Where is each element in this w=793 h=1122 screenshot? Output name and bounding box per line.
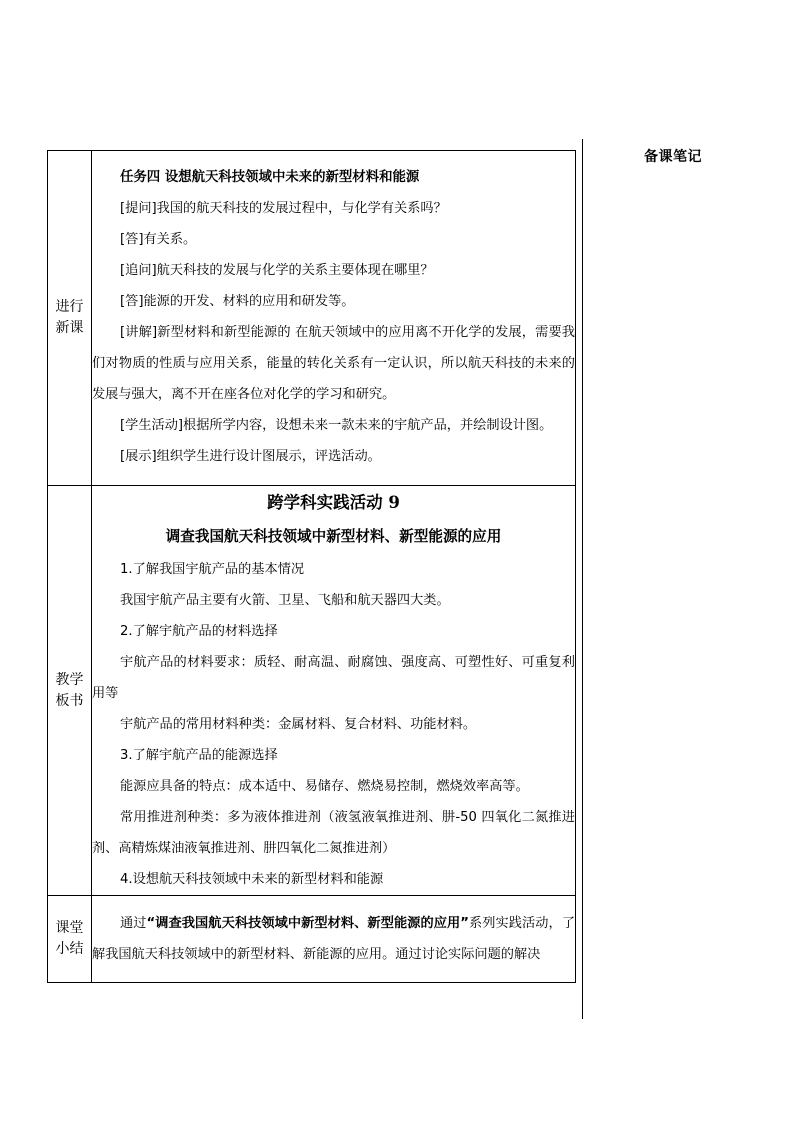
paragraph: [展示]组织学生进行设计图展示，评选活动。 bbox=[120, 448, 381, 464]
paragraph: 常用推进剂种类：多为液体推进剂（液氢液氧推进剂、肼-50 四氧化二氮推进剂、高精炼煤油液氧推进剂、肼四氧化二氮推进剂） bbox=[92, 810, 575, 856]
paragraph: 宇航产品的常用材料种类：金属材料、复合材料、功能材料。 bbox=[120, 717, 477, 732]
paragraph: [答]有关系。 bbox=[120, 231, 197, 247]
paragraph: 1.了解我国宇航产品的基本情况 bbox=[120, 562, 305, 577]
row-label-new-lesson: 进行 新课 bbox=[48, 151, 92, 486]
task-heading: 任务四 设想航天科技领域中未来的新型材料和能源 bbox=[120, 169, 420, 185]
paragraph: [学生活动]根据所学内容，设想未来一款未来的宇航产品，并绘制设计图。 bbox=[120, 417, 553, 433]
paragraph: 我国宇航产品主要有火箭、卫星、飞船和航天器四大类。 bbox=[120, 593, 450, 608]
lesson-notes-title: 备课笔记 bbox=[644, 149, 702, 165]
row-label-summary: 课堂 小结 bbox=[48, 896, 92, 983]
row-label-board: 教学 板书 bbox=[48, 486, 92, 896]
activity-subtitle: 调查我国航天科技领域中新型材料、新型能源的应用 bbox=[165, 528, 502, 545]
new-lesson-content bbox=[92, 151, 576, 486]
paragraph: [讲解]新型材料和新型能源的 在航天领域中的应用离不开化学的发展，需要我们对物质的性质与应用关系，能量的转化关系有一定认识，所以航天科技的未来的发展与强大，离不开在座各位对化学的学习和研究。 bbox=[92, 324, 575, 402]
summary-content bbox=[92, 896, 576, 983]
paragraph: [提问]我国的航天科技的发展过程中，与化学有关系吗？ bbox=[120, 200, 447, 216]
paragraph: 4.设想航天科技领域中未来的新型材料和能源 bbox=[120, 872, 384, 887]
table-row-summary bbox=[48, 896, 576, 983]
paragraph: 3.了解宇航产品的能源选择 bbox=[120, 748, 278, 763]
paragraph: [追问]航天科技的发展与化学的关系主要体现在哪里？ bbox=[120, 262, 434, 278]
notes-divider-line bbox=[582, 139, 583, 1019]
paragraph: 宇航产品的材料要求：质轻、耐高温、耐腐蚀、强度高、可塑性好、可重复利用等 bbox=[92, 655, 575, 701]
activity-title: 跨学科实践活动 9 bbox=[267, 493, 400, 512]
paragraph: 2.了解宇航产品的材料选择 bbox=[120, 624, 278, 639]
board-content bbox=[92, 486, 576, 896]
summary-paragraph: 通过“调查我国航天科技领域中新型材料、新型能源的应用”系列实践活动，了解我国航天科技领域中的新型材料、新能源的应用。通过讨论实际问题的解决 bbox=[92, 916, 576, 962]
table-row-board bbox=[48, 486, 576, 896]
lesson-plan-table bbox=[47, 150, 576, 983]
paragraph: 能源应具备的特点：成本适中、易储存、燃烧易控制，燃烧效率高等。 bbox=[120, 779, 529, 794]
summary-bold-title: “调查我国航天科技领域中新型材料、新型能源的应用” bbox=[146, 916, 469, 931]
paragraph: [答]能源的开发、材料的应用和研发等。 bbox=[120, 293, 355, 309]
table-row-new-lesson bbox=[48, 151, 576, 486]
